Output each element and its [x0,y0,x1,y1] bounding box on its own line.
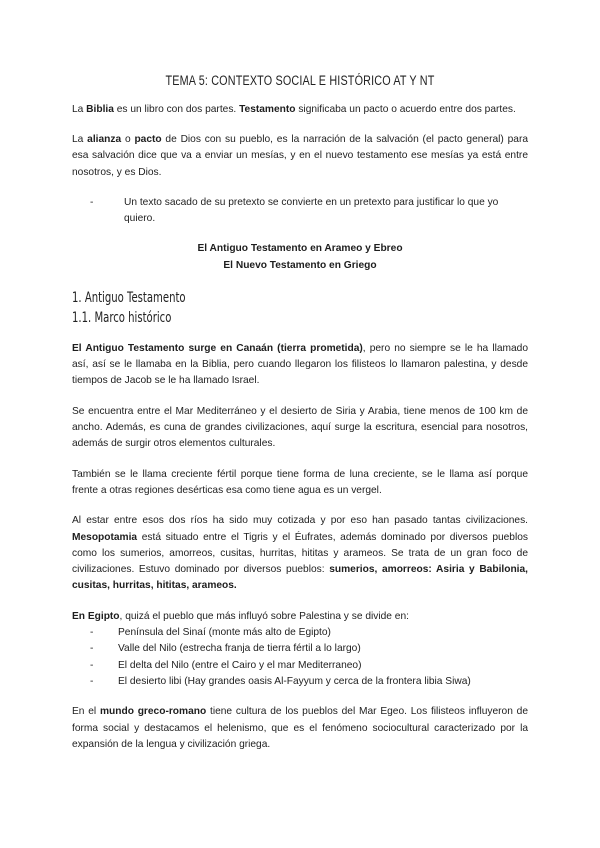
text: está situado entre el Tigris y el Éufrates, además dominado por diversos pueblos como los sumerios, amorreos, cusitas, hurritas, hititas y arameos. Se trata de un gran foco de civilizaciones. Estuvo dominado por diversos pueblos: [72,531,528,576]
paragraph-geografia: Se encuentra entre el Mar Mediterráneo y el desierto de Siria y Arabia, tiene menos de 100 km de ancho. Además, es cuna de grandes civilizaciones, aquí surge la escritura, esencial para nosotros, además de surgir otros elementos culturales. [72,405,528,450]
paragraph-creciente-fertil: También se le llama creciente fértil porque tiene forma de luna creciente, se le llama así porque frente a otras regiones desérticas esa como tiene agua es un vergel. [72,468,528,496]
text: , pero no siempre se le ha llamado así, así se le llamaba en la Biblia, pero cuando llegaron los filisteos lo llamaron palestina, y desde tiempos de Jacob se le ha llamado Israel. [72,342,528,387]
paragraph-mesopotamia [72,513,528,595]
bold-text: mundo greco-romano [99,706,207,718]
list-item-text: El desierto libi (Hay grandes oasis Al-Fayyum y cerca de la frontera libia Siwa) [118,676,471,687]
bold-text: sumerios, amorreos: Asiria y Babilonia, cusitas, hurritas, hititas, arameos. [72,564,528,592]
bullet-list-pretexto [72,195,528,228]
list-item [90,195,528,228]
subsection-heading: 1.1. Marco histórico [72,310,172,327]
testament-languages [72,241,528,274]
paragraph-canaan [72,341,528,390]
dash-bullet: - [90,659,94,671]
paragraph-biblia [72,102,528,118]
text: La [72,133,88,145]
dash-bullet: - [90,196,94,208]
text: tiene cultura de los pueblos del Mar Egeo. Los filisteos influyeron de forma social y destacamos el helenismo, que es el fenómeno sociocultural caracterizado por la expansión de la lengua y civilización griega. [72,706,528,750]
text: significaba un pacto o acuerdo entre dos partes. [295,103,516,115]
paragraph-alianza [72,132,528,181]
bold-text: Mesopotamia [72,531,138,543]
text: En el [72,706,100,718]
bold-text: En Egipto [72,610,120,622]
dash-bullet: - [90,676,94,687]
centered-line: El Nuevo Testamento en Griego [223,259,377,271]
section-headings [72,288,528,329]
list-item-text: El delta del Nilo (entre el Cairo y el mar Mediterraneo) [118,659,362,671]
list-item [90,674,528,690]
bold-text: pacto [134,133,162,145]
dash-bullet: - [90,643,94,655]
text: de Dios con su pueblo, es la narración de la salvación (el pacto general) para esa salvación dice que va a enviar un mesías, y en el nuevo testamento ese mesías ya está entre nosotros, y es Dios. [72,133,529,178]
document-content [72,70,528,767]
list-item [90,625,528,641]
page-title: TEMA 5: CONTEXTO SOCIAL E HISTÓRICO AT Y NT [165,73,435,88]
centered-line: El Antiguo Testamento en Arameo y Ebreo [197,243,403,255]
bold-text: alianza [87,133,122,145]
text: es un libro con dos partes. [113,103,240,115]
paragraph-greco-romano [72,704,528,753]
bold-text: El Antiguo Testamento surge en Canaán (tierra prometida) [72,342,363,354]
section-heading: 1. Antiguo Testamento [72,290,186,307]
bold-text: Biblia [86,103,114,115]
list-item [90,658,528,674]
text: La [72,103,87,115]
list-item-text: Península del Sinaí (monte más alto de Egipto) [118,627,331,639]
text: o [121,133,135,145]
dash-bullet: - [90,627,94,639]
text: Al estar entre esos dos ríos ha sido muy cotizada y por eso han pasado tantas civilizaciones. [72,515,528,527]
paragraph-egipto [72,609,528,625]
bold-text: Testamento [239,103,296,115]
egypt-list [90,625,528,690]
list-item-text: Un texto sacado de su pretexto se convierte en un pretexto para justificar lo que yo quiero. [124,196,499,225]
text: , quizá el pueblo que más influyó sobre Palestina y se divide en: [119,610,409,622]
list-item [90,641,528,657]
list-item-text: Valle del Nilo (estrecha franja de tierra fértil a lo largo) [118,643,361,655]
